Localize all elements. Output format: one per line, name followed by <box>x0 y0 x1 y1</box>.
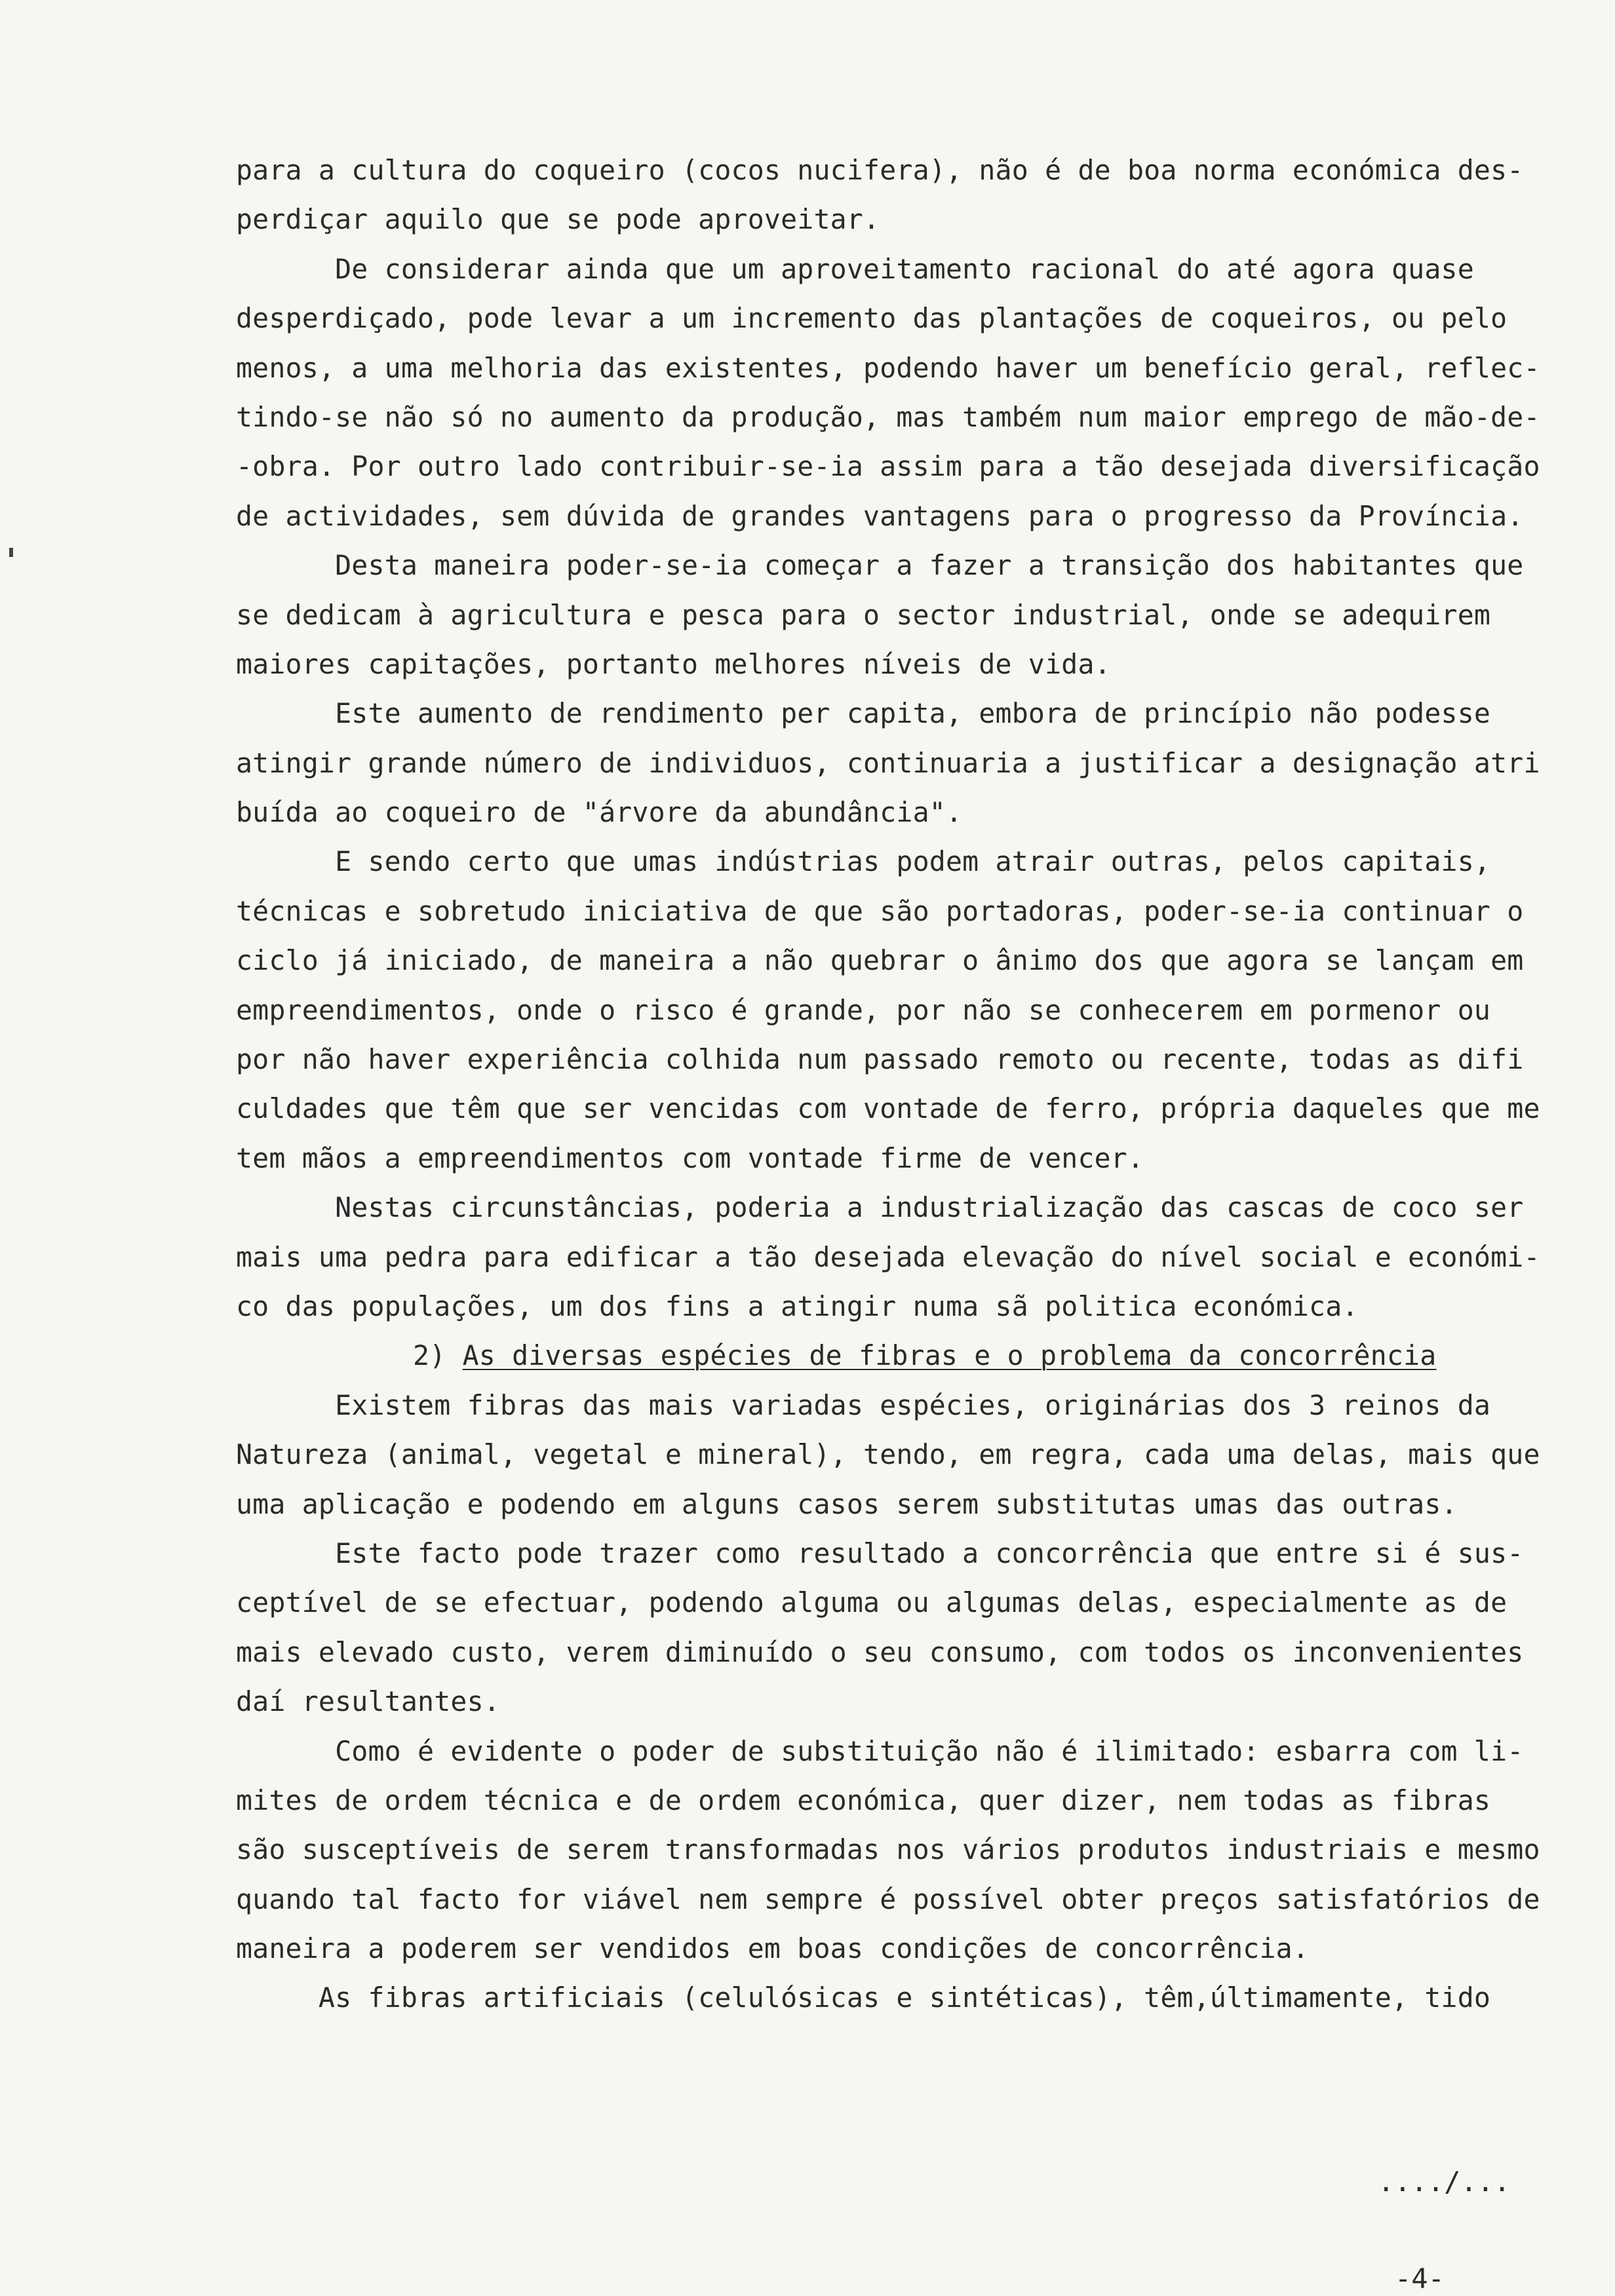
text-line: ceptível de se efectuar, podendo alguma ou algumas delas, especialmente as de <box>236 1586 1508 1619</box>
text-line: quando tal facto for viável nem sempre é possível obter preços satisfatórios de <box>236 1883 1540 1915</box>
text-line: menos, a uma melhoria das existentes, podendo haver um benefício geral, reflec- <box>236 351 1540 384</box>
text-line: maiores capitações, portanto melhores níveis de vida. <box>236 647 1111 680</box>
text-line: ciclo já iniciado, de maneira a não quebrar o ânimo dos que agora se lançam em <box>236 944 1524 977</box>
margin-mark <box>9 548 13 557</box>
text-line: para a cultura do coqueiro (cocos nucifera), não é de boa norma económica des- <box>236 154 1524 186</box>
text-line: Este facto pode trazer como resultado a concorrência que entre si é sus- <box>236 1537 1524 1569</box>
text-line: técnicas e sobretudo iniciativa de que são portadoras, poder-se-ia continuar o <box>236 894 1524 927</box>
text-line: mais uma pedra para edificar a tão desejada elevação do nível social e económi- <box>236 1240 1540 1273</box>
text-line: As fibras artificiais (celulósicas e sintéticas), têm,últimamente, tido <box>236 1981 1491 2014</box>
text-line: daí resultantes. <box>236 1685 500 1718</box>
text-line: empreendimentos, onde o risco é grande, por não se conhecerem em pormenor ou <box>236 993 1491 1026</box>
text-line: Este aumento de rendimento per capita, embora de princípio não podesse <box>236 697 1491 730</box>
text-line: uma aplicação e podendo em alguns casos serem substitutas umas das outras. <box>236 1487 1458 1520</box>
text-line: Natureza (animal, vegetal e mineral), tendo, em regra, cada uma delas, mais que <box>236 1438 1540 1471</box>
text-line: Desta maneira poder-se-ia começar a fazer a transição dos habitantes que <box>236 549 1524 582</box>
section-heading <box>236 1331 1547 1380</box>
text-line: se dedicam à agricultura e pesca para o sector industrial, onde se adequirem <box>236 598 1491 631</box>
text-line: E sendo certo que umas indústrias podem atrair outras, pelos capitais, <box>236 845 1491 878</box>
text-line: mais elevado custo, verem diminuído o seu consumo, com todos os inconvenientes <box>236 1636 1524 1668</box>
continuation-mark: ..../... <box>1378 2166 1511 2198</box>
text-line: perdiçar aquilo que se pode aproveitar. <box>236 203 880 236</box>
text-line: atingir grande número de individuos, continuaria a justificar a designação atri <box>236 746 1540 779</box>
text-line: tindo-se não só no aumento da produção, mas também num maior emprego de mão-de- <box>236 400 1540 433</box>
text-line: -obra. Por outro lado contribuir-se-ia assim para a tão desejada diversificação <box>236 450 1540 483</box>
text-line: desperdiçado, pode levar a um incremento das plantações de coqueiros, ou pelo <box>236 302 1508 335</box>
text-line: De considerar ainda que um aproveitamento racional do até agora quase <box>236 252 1474 285</box>
section-number: 2) <box>413 1339 446 1372</box>
text-line: mites de ordem técnica e de ordem económica, quer dizer, nem todas as fibras <box>236 1784 1491 1816</box>
section-title: As diversas espécies de fibras e o problema da concorrência <box>462 1339 1437 1372</box>
text-line: co das populações, um dos fins a atingir numa sã politica económica. <box>236 1290 1359 1322</box>
text-line: Existem fibras das mais variadas espécies, originárias dos 3 reinos da <box>236 1388 1491 1421</box>
text-line: Nestas circunstâncias, poderia a industrialização das cascas de coco ser <box>236 1191 1524 1224</box>
page-number: -4- <box>1395 2263 1445 2295</box>
text-line: buída ao coqueiro de "árvore da abundância". <box>236 796 963 829</box>
text-line: culdades que têm que ser vencidas com vontade de ferro, própria daqueles que me <box>236 1092 1540 1125</box>
text-line: maneira a poderem ser vendidos em boas condições de concorrência. <box>236 1932 1310 1965</box>
text-line: por não haver experiência colhida num passado remoto ou recente, todas as difi <box>236 1043 1524 1076</box>
text-line: de actividades, sem dúvida de grandes vantagens para o progresso da Província. <box>236 499 1524 532</box>
body-text <box>236 145 1547 2023</box>
text-line: tem mãos a empreendimentos com vontade firme de vencer. <box>236 1141 1144 1174</box>
text-line: são susceptíveis de serem transformadas nos vários produtos industriais e mesmo <box>236 1833 1540 1866</box>
text-line: Como é evidente o poder de substituição não é ilimitado: esbarra com li- <box>236 1734 1524 1767</box>
